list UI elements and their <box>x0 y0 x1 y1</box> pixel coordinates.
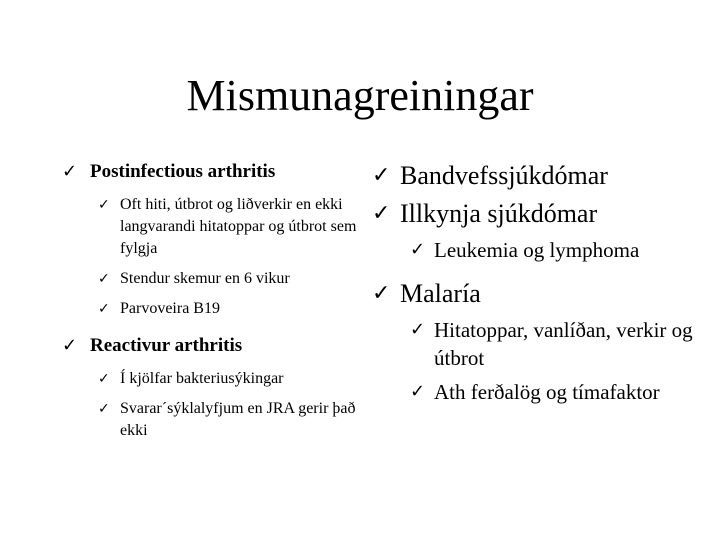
checkmark-icon: ✓ <box>62 335 78 356</box>
bullet-label: Bandvefssjúkdómar <box>400 161 608 190</box>
checkmark-icon: ✓ <box>98 371 110 387</box>
checkmark-icon: ✓ <box>410 239 426 260</box>
sub-bullet <box>410 316 702 372</box>
sub-bullet <box>98 268 362 290</box>
bullet-label: Reactivur arthritis <box>90 335 243 356</box>
checkmark-icon: ✓ <box>410 381 426 402</box>
checkmark-icon: ✓ <box>98 271 110 287</box>
bullet-bandvefssjukdomar <box>372 160 702 192</box>
sub-bullet-text: Leukemia og lymphoma <box>434 238 640 262</box>
sub-bullet-text: Parvoveira B19 <box>120 300 220 317</box>
bullet-postinfectious-arthritis <box>62 160 362 184</box>
checkmark-icon: ✓ <box>98 197 110 213</box>
slide-title: Mismunagreiningar <box>186 71 534 120</box>
sub-bullet-text: Svarar´sýklalyfjum en JRA gerir það ekki <box>120 400 356 439</box>
sub-bullet <box>98 398 362 442</box>
checkmark-icon: ✓ <box>372 281 391 306</box>
checkmark-icon: ✓ <box>62 161 78 182</box>
sub-bullet <box>410 236 702 264</box>
sub-bullet-text: Stendur skemur en 6 vikur <box>120 270 290 287</box>
bullet-malaria <box>372 278 702 310</box>
bullet-reactivur-arthritis <box>62 334 362 358</box>
right-column <box>372 160 702 412</box>
sub-bullet <box>98 194 362 260</box>
checkmark-icon: ✓ <box>98 301 110 317</box>
sub-bullet-text: Ath ferðalög og tímafaktor <box>434 380 660 404</box>
sub-bullet <box>98 368 362 390</box>
checkmark-icon: ✓ <box>372 201 391 226</box>
sub-bullet <box>410 378 702 406</box>
bullet-label: Postinfectious arthritis <box>90 161 276 182</box>
sub-bullet-text: Hitatoppar, vanlíðan, verkir og útbrot <box>434 318 693 370</box>
sub-bullet-text: Oft hiti, útbrot og liðverkir en ekki langvarandi hitatoppar og útbrot sem fylgja <box>120 196 357 257</box>
checkmark-icon: ✓ <box>98 401 110 417</box>
checkmark-icon: ✓ <box>410 319 426 340</box>
bullet-label: Illkynja sjúkdómar <box>400 199 598 228</box>
left-column <box>62 160 362 450</box>
sub-bullet-text: Í kjölfar bakteriusýkingar <box>120 370 284 387</box>
checkmark-icon: ✓ <box>372 163 391 188</box>
bullet-label: Malaría <box>400 279 481 308</box>
sub-bullet <box>98 298 362 320</box>
bullet-illkynja-sjukdomar <box>372 198 702 230</box>
